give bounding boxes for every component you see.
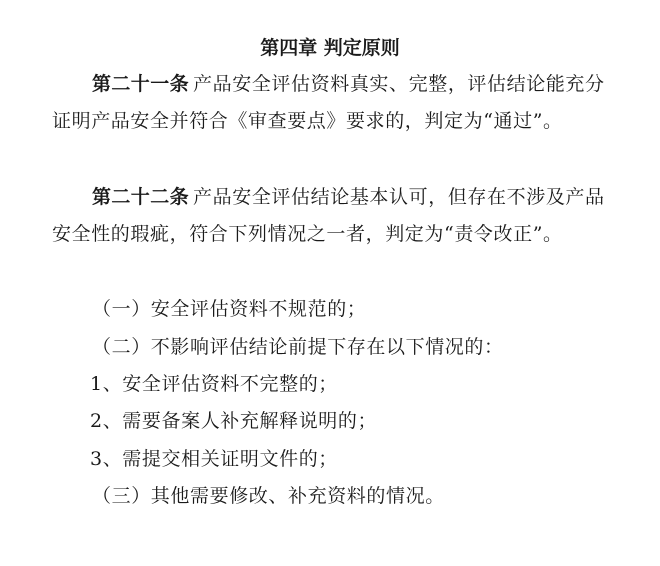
chapter-title: 第四章 判定原则 <box>260 37 400 59</box>
article-21-text: 产品安全评估资料真实、完整，评估结论能充分证明产品安全并符合《审查要点》要求的，判定为“通过”。 <box>52 73 605 132</box>
condition-item-2: （二）不影响评估结论前提下存在以下情况的： <box>92 336 504 358</box>
condition-item-1: （一）安全评估资料不规范的； <box>92 298 367 320</box>
condition-item-3: （三）其他需要修改、补充资料的情况。 <box>92 485 445 507</box>
article-21-label: 第二十一条 <box>92 73 190 95</box>
sub-condition-item-3: 3、需提交相关证明文件的； <box>90 448 338 470</box>
article-22 <box>52 179 612 253</box>
article-22-text: 产品安全评估结论基本认可，但存在不涉及产品安全性的瑕疵，符合下列情况之一者，判定为“责令改正”。 <box>52 186 605 245</box>
article-21 <box>52 66 612 140</box>
article-22-label: 第二十二条 <box>92 186 190 208</box>
sub-condition-item-2: 2、需要备案人补充解释说明的； <box>90 410 378 432</box>
sub-condition-item-1: 1、安全评估资料不完整的； <box>90 373 338 395</box>
